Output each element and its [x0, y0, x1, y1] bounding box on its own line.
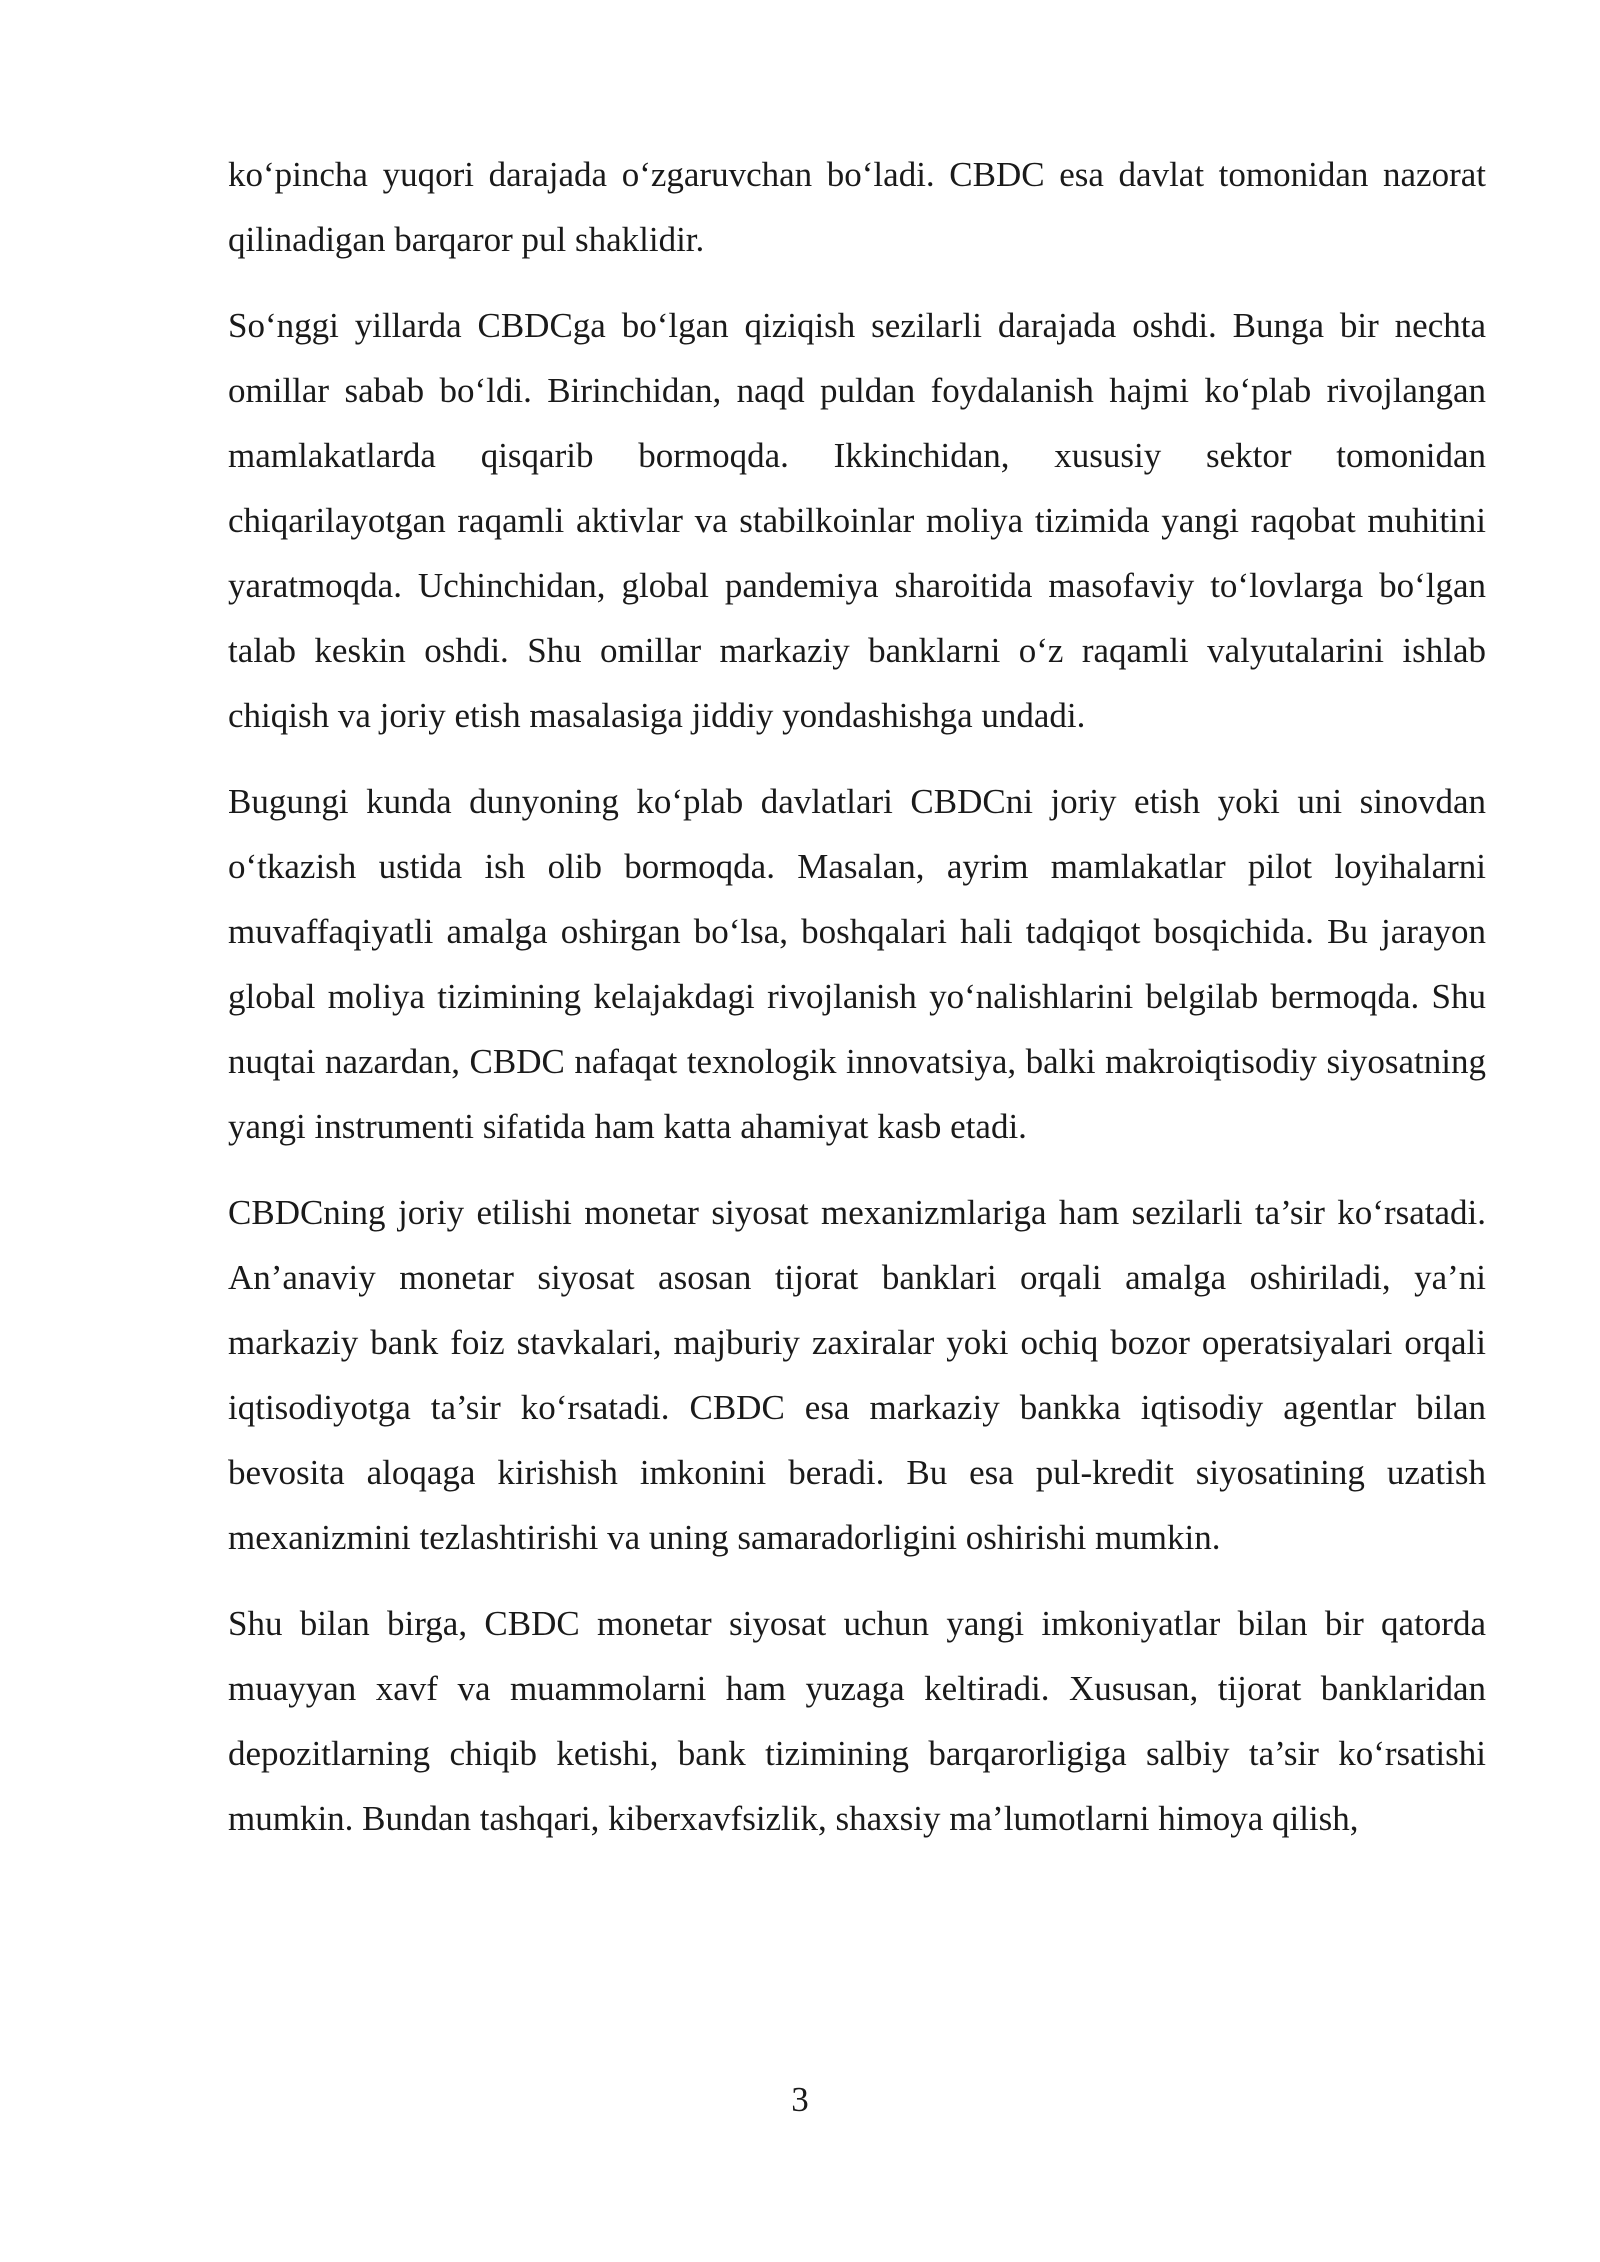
paragraph-1: ko‘pincha yuqori darajada o‘zgaruvchan bo‘ladi. CBDC esa davlat tomonidan nazorat qilinadigan barqaror pul shaklidir.: [228, 155, 1486, 259]
paragraph-4: CBDCning joriy etilishi monetar siyosat mexanizmlariga ham sezilarli ta’sir ko‘rsatadi. An’anaviy monetar siyosat asosan tijorat banklari orqali amalga oshiriladi, ya’ni markaziy bank foiz stavkalari, majburiy zaxiralar yoki ochiq bozor operatsiyalari orqali iqtisodiyotga ta’sir ko‘rsatadi. CBDC esa markaziy bankka iqtisodiy agentlar bilan bevosita aloqaga kirishish imkonini beradi. Bu esa pul-kredit siyosatining uzatish mexanizmini tezlashtirishi va uning samaradorligini oshirishi mumkin.: [228, 1193, 1486, 1557]
paragraph-5: Shu bilan birga, CBDC monetar siyosat uchun yangi imkoniyatlar bilan bir qatorda muayyan xavf va muammolarni ham yuzaga keltiradi. Xususan, tijorat banklaridan depozitlarning chiqib ketishi, bank tizimining barqarorligiga salbiy ta’sir ko‘rsatishi mumkin. Bundan tashqari, kiberxavfsizlik, shaxsiy ma’lumotlarni himoya qilish,: [228, 1604, 1486, 1838]
paragraph-3: Bugungi kunda dunyoning ko‘plab davlatlari CBDCni joriy etish yoki uni sinovdan o‘tkazish ustida ish olib bormoqda. Masalan, ayrim mamlakatlar pilot loyihalarni muvaffaqiyatli amalga oshirgan bo‘lsa, boshqalari hali tadqiqot bosqichida. Bu jarayon global moliya tizimining kelajakdagi rivojlanish yo‘nalishlarini belgilab bermoqda. Shu nuqtai nazardan, CBDC nafaqat texnologik innovatsiya, balki makroiqtisodiy siyosatning yangi instrumenti sifatida ham katta ahamiyat kasb etadi.: [228, 782, 1486, 1146]
paragraph-2: So‘nggi yillarda CBDCga bo‘lgan qiziqish sezilarli darajada oshdi. Bunga bir nechta omillar sabab bo‘ldi. Birinchidan, naqd puldan foydalanish hajmi ko‘plab rivojlangan mamlakatlarda qisqarib bormoqda. Ikkinchidan, xususiy sektor tomonidan chiqarilayotgan raqamli aktivlar va stabilkoinlar moliya tizimida yangi raqobat muhitini yaratmoqda. Uchinchidan, global pandemiya sharoitida masofaviy to‘lovlarga bo‘lgan talab keskin oshdi. Shu omillar markaziy banklarni o‘z raqamli valyutalarini ishlab chiqish va joriy etish masalasiga jiddiy yondashishga undadi.: [228, 306, 1486, 735]
page-number: 3: [791, 2080, 809, 2119]
body-text: [228, 142, 1486, 1872]
